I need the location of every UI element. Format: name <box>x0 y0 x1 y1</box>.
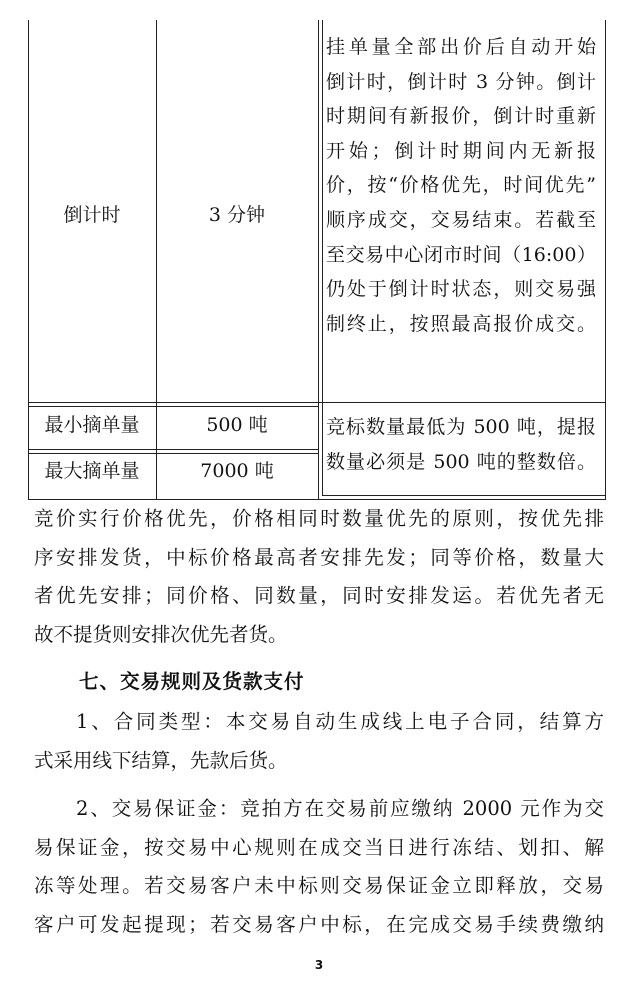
row-value-max-order: 7000 吨 <box>200 460 274 482</box>
remark-line: 至交易中心闭市时间（16:00） <box>326 243 596 266</box>
row-value-min-order: 500 吨 <box>206 414 268 436</box>
paragraph-line: 序安排发货，中标价格最高者安排先发；同等价格，数量大 <box>34 545 604 569</box>
paragraph-line: 者优先安排；同价格、同数量，同时安排发运。若优先者无 <box>34 584 604 607</box>
paragraph-line: 竞价实行价格优先，价格相同时数量优先的原则，按优先排 <box>34 507 604 530</box>
table-border-right <box>605 20 606 500</box>
table-row-divider-2b <box>28 453 319 454</box>
remark-line: 数量必须是 500 吨的整数倍。 <box>326 450 596 473</box>
row-name-min-order: 最小摘单量 <box>44 414 140 436</box>
paragraph-contract-type <box>34 703 604 780</box>
remark-line: 仍处于倒计时状态，则交易强 <box>326 278 596 301</box>
remark-line: 时期间有新报价，倒计时重新 <box>326 105 596 128</box>
paragraph-line: 客户可发起提现；若交易客户中标，在完成交易手续费缴纳 <box>34 912 604 936</box>
remark-line: 制终止，按照最高报价成交。 <box>326 312 596 335</box>
paragraph-line: 式采用线下结算，先款后货。 <box>34 748 288 772</box>
remark-line: 顺序成交，交易结束。若截至 <box>326 208 596 231</box>
row-remark-quantity <box>320 410 602 479</box>
remark-line: 挂单量全部出价后自动开始 <box>326 36 596 58</box>
row-name-countdown: 倒计时 <box>63 204 121 226</box>
table-col-divider-2 <box>318 20 319 500</box>
remark-line: 开始；倒计时期间内无新报 <box>326 139 596 162</box>
table-inner-bottom <box>322 495 606 496</box>
row-name-max-order: 最大摘单量 <box>44 460 140 482</box>
page-number: 3 <box>314 958 324 972</box>
paragraph-line: 冻等处理。若交易客户未中标则交易保证金立即释放，交易 <box>34 874 604 897</box>
paragraph-line: 故不提货则安排次优先者货。 <box>34 622 288 646</box>
paragraph-deposit <box>34 790 604 944</box>
paragraph-priority <box>34 500 604 654</box>
remark-line: 价，按“价格优先，时间优先” <box>326 174 596 197</box>
table-row-divider-1b <box>28 406 319 407</box>
remark-line: 竞标数量最低为 500 吨，提报 <box>326 416 596 438</box>
paragraph-line: 1、合同类型：本交易自动生成线上电子合同，结算方 <box>76 710 604 733</box>
row-remark-countdown <box>320 30 602 341</box>
section-heading: 七、交易规则及货款支付 <box>79 670 305 693</box>
table-row-divider-2 <box>28 449 319 450</box>
rules-table <box>28 20 606 500</box>
row-value-countdown: 3 分钟 <box>208 204 266 226</box>
remark-line: 倒计时，倒计时 3 分钟。倒计 <box>326 70 596 93</box>
table-row-divider-1 <box>28 402 606 403</box>
paragraph-line: 易保证金，按交易中心规则在成交当日进行冻结、划扣、解 <box>34 835 604 859</box>
paragraph-line: 2、交易保证金：竞拍方在交易前应缴纳 2000 元作为交 <box>76 797 604 820</box>
